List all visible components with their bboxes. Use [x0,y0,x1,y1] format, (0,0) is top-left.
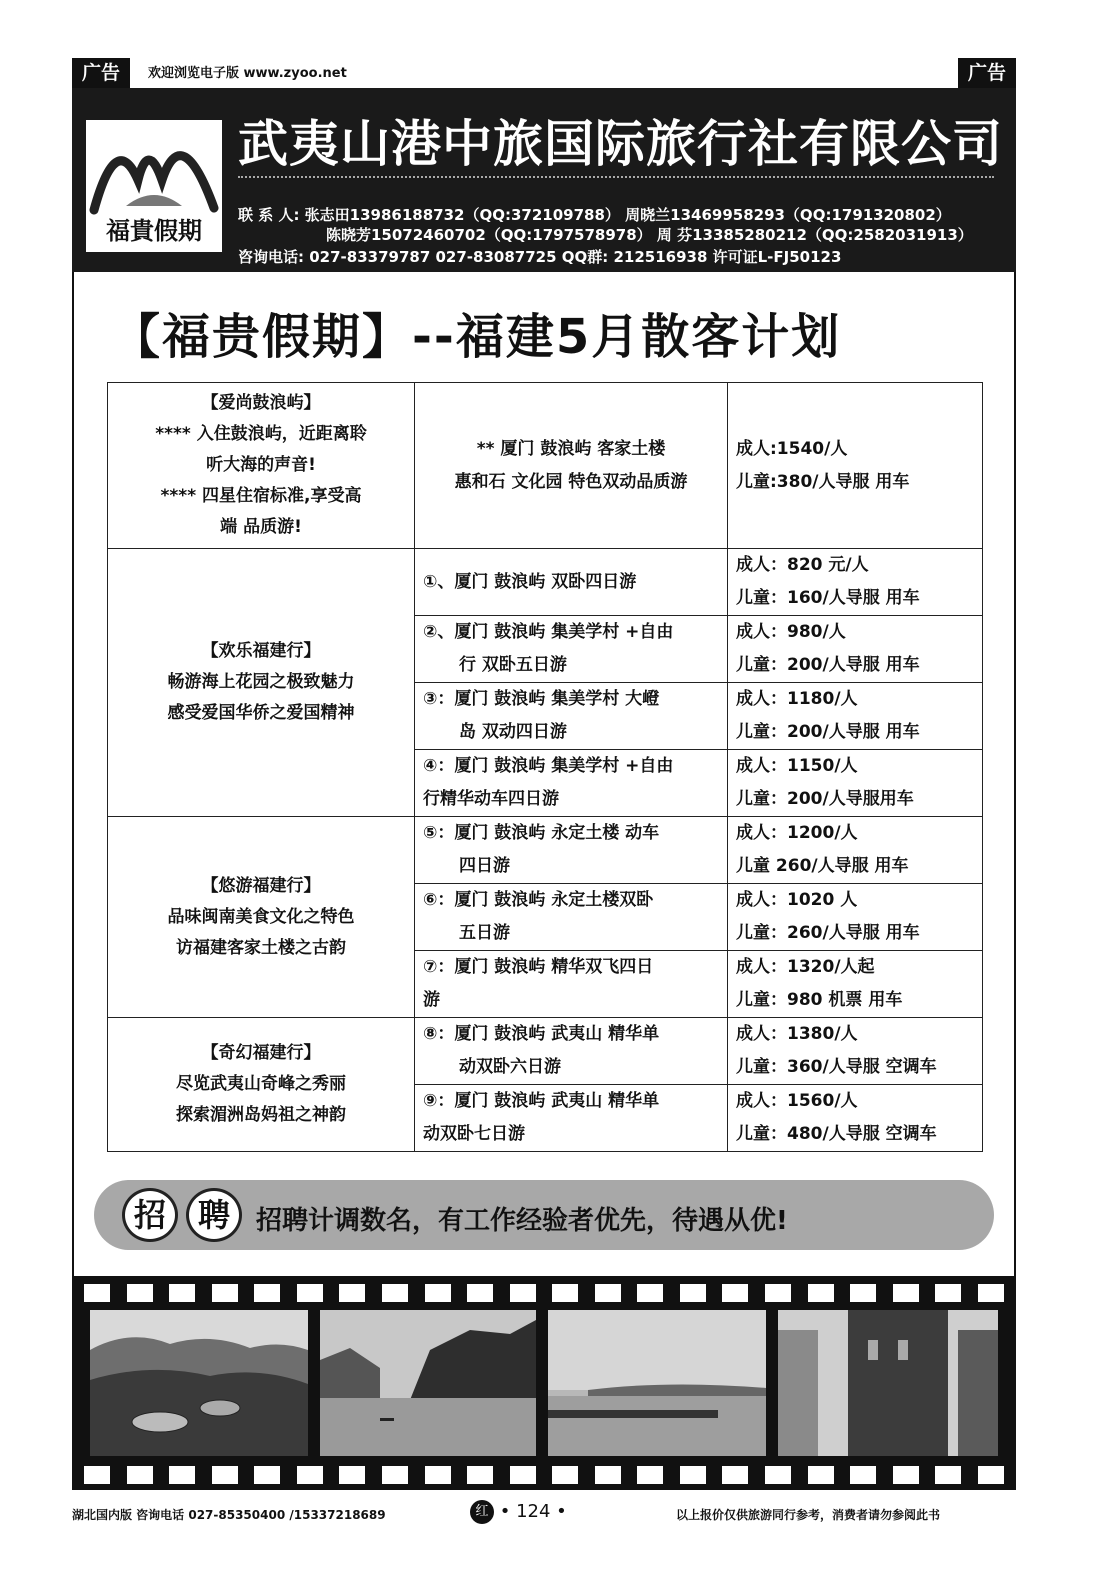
route-cell [415,951,728,1018]
route-cell [415,1018,728,1085]
recruit-char-2: 聘 [186,1188,242,1242]
cell-text: ①、厦门 鼓浪屿 双卧四日游 [423,571,637,592]
tour-plan-table [107,382,983,1152]
cell-text: 惠和石 文化园 特色双动品质游 [454,471,688,492]
cell-text: 成人:1540/人 [736,438,848,459]
page-number-text: • 124 • [499,1501,567,1522]
company-logo [86,120,222,252]
plan-title-cell [108,1018,415,1152]
cell-text: ④：厦门 鼓浪屿 集美学村 +自由 [423,756,674,776]
footer-hotline: 湖北国内版 咨询电话 027-85350400 /15337218689 [72,1508,386,1522]
cell-text: 成人：980/人 [736,622,846,642]
route-cell [415,817,728,884]
cell-text: 成人：1380/人 [736,1024,858,1044]
ad-label-right: 广告 [958,58,1016,88]
cell-text: ③：厦门 鼓浪屿 集美学村 大嶝 [423,689,660,709]
film-holes-top [84,1284,1004,1302]
photo-old-street [778,1310,998,1456]
cell-text: ** 厦门 鼓浪屿 客家土楼 [476,438,666,459]
table-row [108,1018,983,1085]
cell-text: 儿童：980 机票 用车 [736,990,903,1010]
header-divider [238,176,994,178]
plan-title-cell [108,817,415,1018]
cell-text: 尽览武夷山奇峰之秀丽 [176,1074,346,1094]
cell-text: 成人：1180/人 [736,689,858,709]
route-cell [415,549,728,616]
table-row [108,817,983,884]
cell-text: ⑧：厦门 鼓浪屿 武夷山 精华单 [423,1024,660,1044]
route-cell [415,383,728,549]
cell-text: 儿童 260/人导服 用车 [736,856,909,876]
cell-text: 成人：1320/人起 [736,957,875,977]
price-cell [728,616,983,683]
price-cell [728,750,983,817]
price-cell [728,549,983,616]
contact-line-2: 陈晓芳15072460702（QQ:1797578978） 周 芬13385280212（QQ:2582031913） [326,226,973,244]
cell-text: 行 双卧五日游 [459,655,567,675]
cell-text: 成人：1200/人 [736,823,858,843]
footer-disclaimer: 以上报价仅供旅游同行参考，消费者请勿参阅此书 [676,1508,941,1522]
contact-line-3: 咨询电话: 027-83379787 027-83087725 QQ群: 212516938 许可证L-FJ50123 [238,248,842,266]
photo-sea-pier [548,1310,766,1456]
page-number [470,1500,567,1524]
cell-text: ⑤：厦门 鼓浪屿 永定土楼 动车 [423,823,660,843]
price-cell [728,383,983,549]
cell-text: 成人：1150/人 [736,756,858,776]
cell-text: 儿童：200/人导服 用车 [736,655,920,675]
price-cell [728,683,983,750]
cell-text: 畅游海上花园之极致魅力 [167,672,355,692]
page-headline: 【福贵假期】--福建5月散客计划 [112,309,842,365]
cell-text: 【爱尚鼓浪屿】 [201,393,321,413]
cell-text: 五日游 [459,923,510,943]
cell-text: 【悠游福建行】 [201,875,321,896]
cell-text: 儿童：200/人导服 用车 [736,722,920,742]
cell-text: ⑦：厦门 鼓浪屿 精华双飞四日 [423,957,654,977]
cell-text: 行精华动车四日游 [423,789,559,809]
cell-text: 儿童：260/人导服 用车 [736,923,920,943]
cell-text: ⑨：厦门 鼓浪屿 武夷山 精华单 [423,1091,660,1111]
price-cell [728,1018,983,1085]
photo-river [320,1310,536,1456]
route-cell [415,750,728,817]
cell-text: ⑥：厦门 鼓浪屿 永定土楼双卧 [423,890,654,910]
plan-title-cell [108,383,415,549]
route-cell [415,683,728,750]
cell-text: 儿童：160/人导服 用车 [736,588,920,608]
mountain-logo-icon [86,120,222,216]
cell-text: 四日游 [459,856,510,876]
cell-text: 端 品质游! [220,517,302,537]
table-row [108,383,983,549]
cell-text: 访福建客家土楼之古韵 [176,937,346,958]
ad-label-left: 广告 [72,58,130,88]
route-cell [415,1085,728,1152]
price-cell [728,817,983,884]
cell-text: 儿童:380/人导服 用车 [736,471,910,492]
company-name: 武夷山港中旅国际旅行社有限公司 [238,115,1003,173]
cell-text: 探索湄洲岛妈祖之神韵 [176,1105,346,1125]
cell-text: 动双卧七日游 [423,1124,525,1144]
cell-text: 岛 双动四日游 [459,722,567,742]
cell-text: 听大海的声音! [206,455,316,475]
cell-text: 成人：820 元/人 [736,555,869,575]
contact-line-1: 联 系 人: 张志田13986188732（QQ:372109788） 周晓兰13469958293（QQ:1791320802） [238,206,951,224]
plan-title-cell [108,549,415,817]
price-cell [728,951,983,1018]
recruit-char-1: 招 [122,1188,178,1242]
cell-text: **** 四星住宿标准,享受高 [160,486,362,506]
route-cell [415,884,728,951]
cell-text: **** 入住鼓浪屿，近距离聆 [155,424,367,444]
hong-badge-icon: 红 [470,1500,494,1524]
photo-tulou [90,1310,308,1456]
cell-text: 【奇幻福建行】 [201,1043,321,1063]
cell-text: 成人：1020 人 [736,890,858,910]
table-row [108,549,983,616]
cell-text: 成人：1560/人 [736,1091,858,1111]
recruit-text: 招聘计调数名，有工作经验者优先，待遇从优! [256,1206,788,1236]
cell-text: 【欢乐福建行】 [201,641,321,661]
cell-text: 游 [423,990,440,1010]
price-cell [728,1085,983,1152]
welcome-text[interactable]: 欢迎浏览电子版 www.zyoo.net [148,66,347,81]
cell-text: ②、厦门 鼓浪屿 集美学村 +自由 [423,622,674,642]
cell-text: 品味闽南美食文化之特色 [167,906,355,927]
route-cell [415,616,728,683]
logo-text: 福貴假期 [106,216,202,245]
price-cell [728,884,983,951]
film-holes-bottom [84,1466,1004,1484]
cell-text: 儿童：200/人导服用车 [736,789,914,809]
cell-text: 动双卧六日游 [459,1057,561,1077]
cell-text: 儿童：480/人导服 空调车 [736,1124,937,1144]
cell-text: 儿童：360/人导服 空调车 [736,1057,937,1077]
cell-text: 感受爱国华侨之爱国精神 [167,703,355,723]
